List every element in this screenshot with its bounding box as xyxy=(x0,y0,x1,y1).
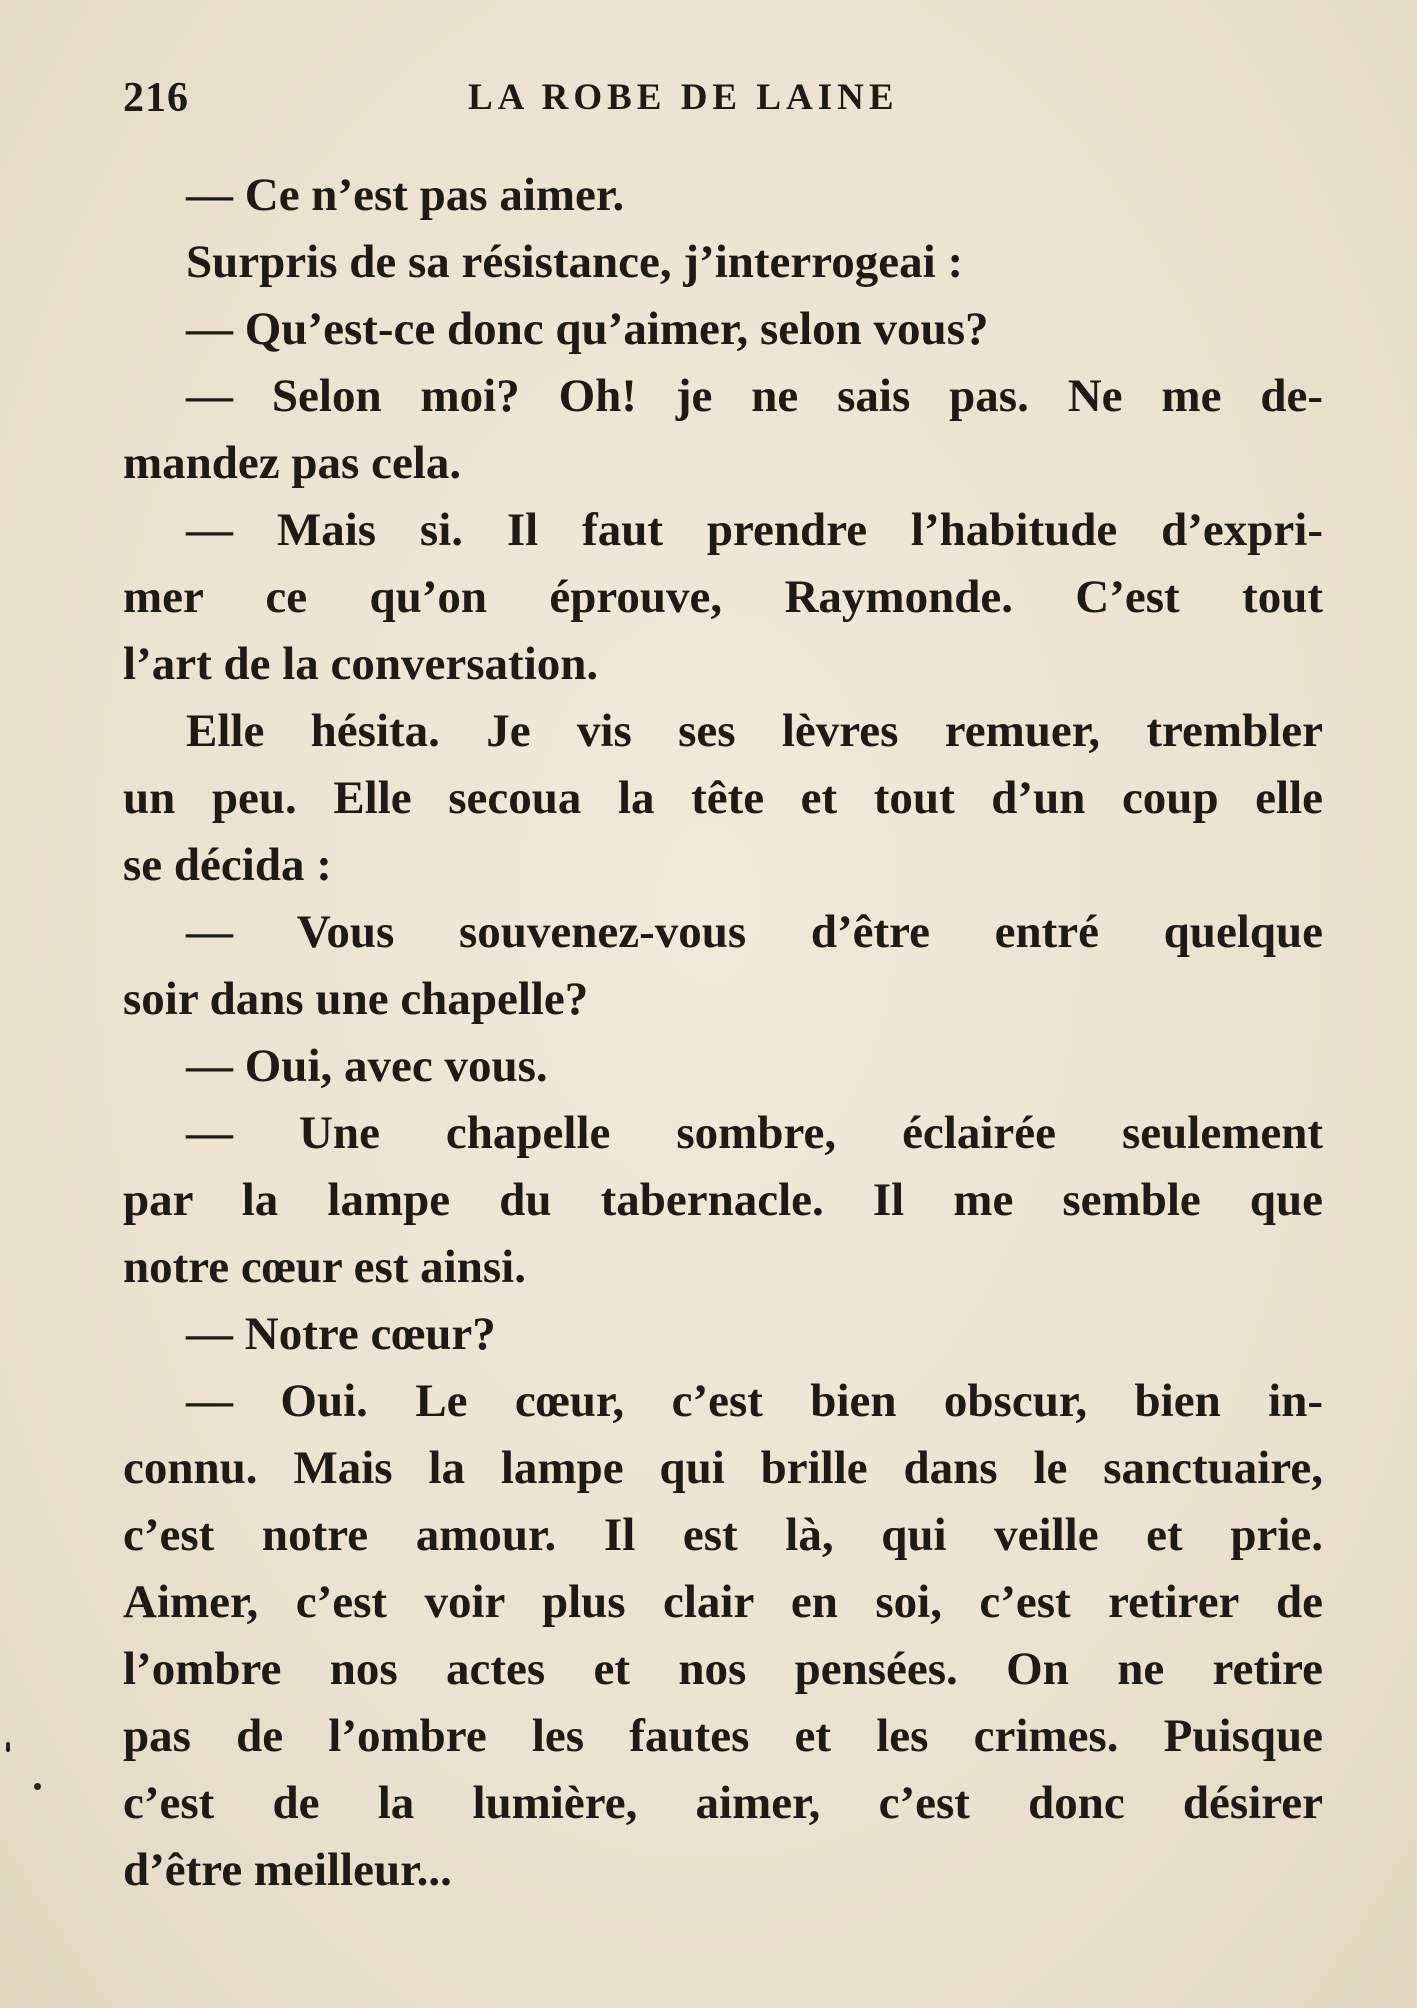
text-line: notre cœur est ainsi. xyxy=(123,1241,526,1293)
text-line: connu. Mais la lampe qui brille dans le sanctuaire, xyxy=(123,1442,1323,1494)
text-line: — Ce n’est pas aimer. xyxy=(186,169,625,221)
text-line: — Notre cœur? xyxy=(186,1308,496,1360)
text-line: mandez pas cela. xyxy=(123,437,462,489)
text-line: — Mais si. Il faut prendre l’habitude d’expri- xyxy=(186,504,1323,556)
paper-speck xyxy=(6,1742,10,1752)
text-line: pas de l’ombre les fautes et les crimes. Puisque xyxy=(123,1710,1323,1762)
paper-speck xyxy=(34,1783,41,1790)
text-line: — Une chapelle sombre, éclairée seulement xyxy=(186,1107,1323,1159)
body-text xyxy=(123,162,1323,1904)
text-line: par la lampe du tabernacle. Il me semble que xyxy=(123,1174,1323,1226)
text-line: — Selon moi? Oh! je ne sais pas. Ne me de- xyxy=(186,370,1323,422)
text-line: c’est de la lumière, aimer, c’est donc désirer xyxy=(123,1777,1323,1829)
text-line: — Oui. Le cœur, c’est bien obscur, bien in- xyxy=(186,1375,1323,1427)
text-line: — Qu’est-ce donc qu’aimer, selon vous? xyxy=(186,303,989,355)
text-line: — Oui, avec vous. xyxy=(186,1040,548,1092)
text-line: Surpris de sa résistance, j’interrogeai : xyxy=(186,236,964,288)
page-header xyxy=(123,74,983,134)
text-line: d’être meilleur... xyxy=(123,1844,452,1896)
text-line: Elle hésita. Je vis ses lèvres remuer, trembler xyxy=(186,705,1323,757)
page-number: 216 xyxy=(123,75,189,121)
text-line: — Vous souvenez-vous d’être entré quelque xyxy=(186,906,1323,958)
text-line: c’est notre amour. Il est là, qui veille et prie. xyxy=(123,1509,1323,1561)
text-line: se décida : xyxy=(123,839,332,891)
text-line: soir dans une chapelle? xyxy=(123,973,589,1025)
text-line: mer ce qu’on éprouve, Raymonde. C’est tout xyxy=(123,571,1323,623)
text-line: l’ombre nos actes et nos pensées. On ne retire xyxy=(123,1643,1323,1695)
text-line: un peu. Elle secoua la tête et tout d’un coup elle xyxy=(123,772,1323,824)
text-line: Aimer, c’est voir plus clair en soi, c’est retirer de xyxy=(123,1576,1323,1628)
running-title: LA ROBE DE LAINE xyxy=(468,77,899,118)
text-line: l’art de la conversation. xyxy=(123,638,599,690)
